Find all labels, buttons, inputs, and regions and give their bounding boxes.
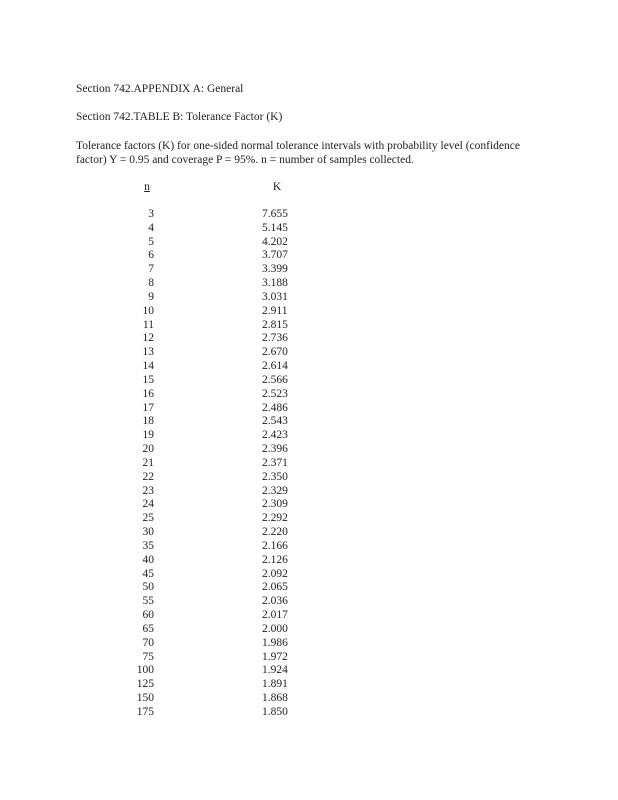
cell-k: 2.614 xyxy=(262,360,288,373)
table-row xyxy=(0,609,618,623)
cell-n: 4 xyxy=(148,221,154,234)
table-row xyxy=(0,664,618,678)
cell-n: 50 xyxy=(142,581,154,594)
cell-k: 2.166 xyxy=(262,539,288,552)
cell-n: 17 xyxy=(142,401,154,414)
table-row xyxy=(0,498,618,512)
cell-n: 75 xyxy=(142,650,154,663)
cell-n: 6 xyxy=(148,249,154,262)
column-header-k: K xyxy=(272,181,282,193)
cell-k: 2.292 xyxy=(262,512,288,525)
cell-k: 5.145 xyxy=(262,221,288,234)
cell-k: 2.670 xyxy=(262,346,288,359)
table-row xyxy=(0,623,618,637)
cell-n: 15 xyxy=(142,373,154,386)
cell-k: 2.017 xyxy=(262,609,288,622)
cell-k: 2.000 xyxy=(262,622,288,635)
cell-k: 2.396 xyxy=(262,443,288,456)
table-row xyxy=(0,277,618,291)
intro-paragraph-line-2: factor) Y = 0.95 and coverage P = 95%. n = number of samples collected. xyxy=(76,154,414,166)
cell-k: 2.566 xyxy=(262,373,288,386)
table-row xyxy=(0,706,618,720)
table-row xyxy=(0,581,618,595)
cell-k: 2.036 xyxy=(262,595,288,608)
table-row xyxy=(0,263,618,277)
cell-n: 18 xyxy=(142,415,154,428)
table-row xyxy=(0,305,618,319)
table-row xyxy=(0,443,618,457)
table-row xyxy=(0,457,618,471)
table-row xyxy=(0,692,618,706)
table-row xyxy=(0,512,618,526)
cell-n: 150 xyxy=(136,691,154,704)
cell-n: 10 xyxy=(142,304,154,317)
intro-paragraph-line-1: Tolerance factors (K) for one-sided normal tolerance intervals with probability level (confidence xyxy=(76,140,520,152)
cell-n: 23 xyxy=(142,484,154,497)
cell-k: 2.523 xyxy=(262,387,288,400)
table-heading: Section 742.TABLE B: Tolerance Factor (K) xyxy=(76,111,283,123)
cell-n: 175 xyxy=(136,705,154,718)
table-row xyxy=(0,471,618,485)
cell-k: 1.972 xyxy=(262,650,288,663)
cell-k: 2.815 xyxy=(262,318,288,331)
cell-n: 25 xyxy=(142,512,154,525)
table-row xyxy=(0,554,618,568)
table-row xyxy=(0,568,618,582)
table-row xyxy=(0,360,618,374)
table-row xyxy=(0,485,618,499)
cell-n: 30 xyxy=(142,526,154,539)
cell-k: 2.220 xyxy=(262,526,288,539)
cell-n: 125 xyxy=(136,678,154,691)
cell-k: 2.423 xyxy=(262,429,288,442)
cell-k: 4.202 xyxy=(262,235,288,248)
cell-n: 100 xyxy=(136,664,154,677)
cell-n: 13 xyxy=(142,346,154,359)
cell-k: 1.868 xyxy=(262,691,288,704)
cell-k: 3.707 xyxy=(262,249,288,262)
cell-n: 70 xyxy=(142,636,154,649)
cell-k: 2.911 xyxy=(262,304,288,317)
table-row xyxy=(0,429,618,443)
cell-n: 11 xyxy=(142,318,154,331)
cell-k: 7.655 xyxy=(262,208,288,220)
cell-k: 3.031 xyxy=(262,290,288,303)
cell-k: 1.850 xyxy=(262,705,288,718)
table-row xyxy=(0,374,618,388)
cell-k: 2.371 xyxy=(262,456,288,469)
cell-n: 7 xyxy=(148,263,154,276)
tolerance-table-body xyxy=(0,208,618,720)
table-row xyxy=(0,291,618,305)
table-row xyxy=(0,678,618,692)
table-row xyxy=(0,332,618,346)
cell-n: 45 xyxy=(142,567,154,580)
cell-n: 40 xyxy=(142,553,154,566)
table-row xyxy=(0,595,618,609)
cell-k: 2.329 xyxy=(262,484,288,497)
table-row xyxy=(0,402,618,416)
cell-n: 12 xyxy=(142,332,154,345)
table-row xyxy=(0,346,618,360)
cell-k: 1.986 xyxy=(262,636,288,649)
cell-k: 3.399 xyxy=(262,263,288,276)
cell-n: 3 xyxy=(148,208,154,220)
cell-k: 2.309 xyxy=(262,498,288,511)
cell-n: 24 xyxy=(142,498,154,511)
cell-k: 2.736 xyxy=(262,332,288,345)
section-heading: Section 742.APPENDIX A: General xyxy=(76,83,244,95)
cell-n: 19 xyxy=(142,429,154,442)
table-row xyxy=(0,637,618,651)
cell-n: 21 xyxy=(142,456,154,469)
table-row xyxy=(0,415,618,429)
cell-n: 22 xyxy=(142,470,154,483)
cell-k: 2.065 xyxy=(262,581,288,594)
cell-k: 3.188 xyxy=(262,277,288,290)
cell-n: 5 xyxy=(148,235,154,248)
table-row xyxy=(0,388,618,402)
cell-k: 2.543 xyxy=(262,415,288,428)
table-row xyxy=(0,540,618,554)
cell-n: 35 xyxy=(142,539,154,552)
column-header-n: n xyxy=(144,181,150,193)
cell-n: 9 xyxy=(148,290,154,303)
table-row xyxy=(0,249,618,263)
cell-k: 2.092 xyxy=(262,567,288,580)
cell-n: 60 xyxy=(142,609,154,622)
table-row xyxy=(0,526,618,540)
cell-n: 20 xyxy=(142,443,154,456)
cell-k: 1.891 xyxy=(262,678,288,691)
cell-n: 55 xyxy=(142,595,154,608)
table-row xyxy=(0,222,618,236)
cell-n: 14 xyxy=(142,360,154,373)
cell-k: 2.486 xyxy=(262,401,288,414)
table-row xyxy=(0,319,618,333)
cell-k: 1.924 xyxy=(262,664,288,677)
cell-k: 2.350 xyxy=(262,470,288,483)
cell-n: 65 xyxy=(142,622,154,635)
table-row xyxy=(0,651,618,665)
cell-n: 8 xyxy=(148,277,154,290)
table-row xyxy=(0,236,618,250)
table-row xyxy=(0,208,618,222)
cell-n: 16 xyxy=(142,387,154,400)
cell-k: 2.126 xyxy=(262,553,288,566)
